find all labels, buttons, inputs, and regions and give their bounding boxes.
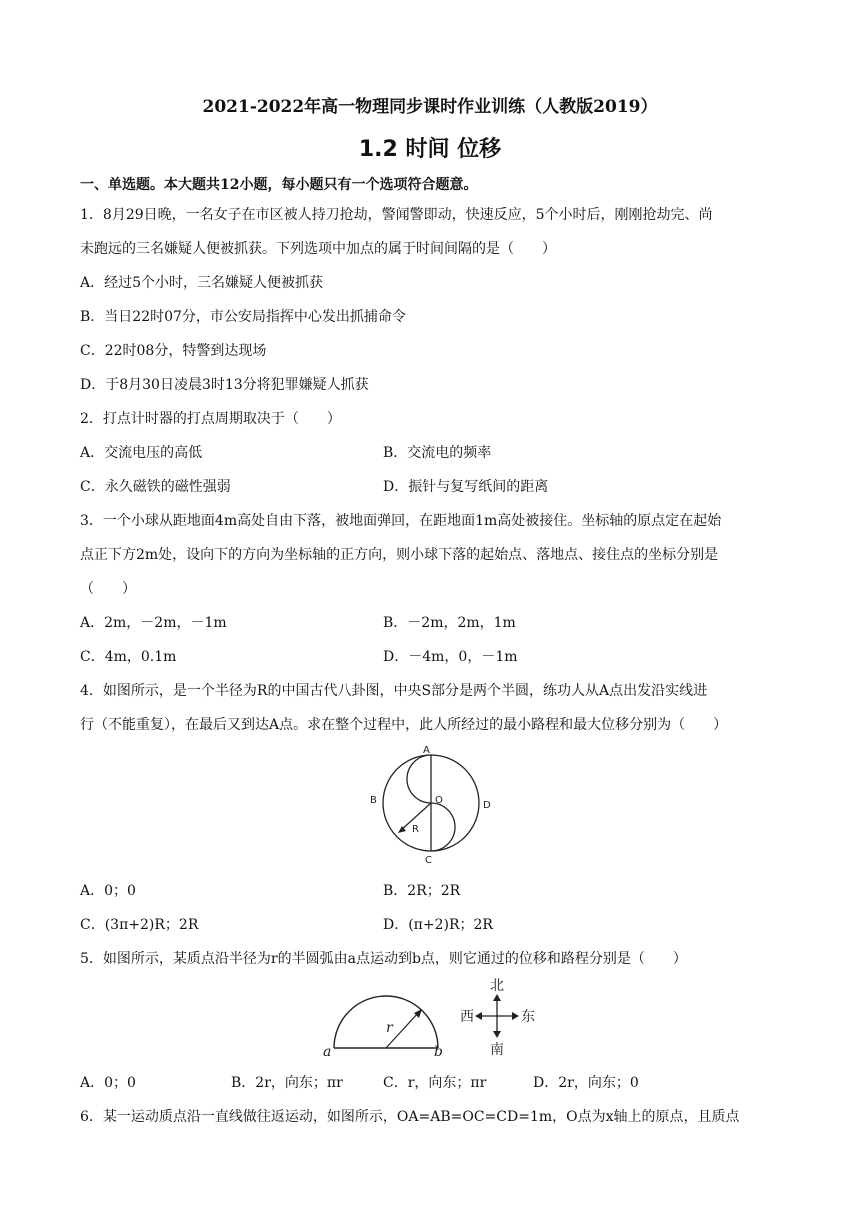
label-south: 南 (490, 1042, 504, 1058)
lesson-title: 1.2 时间 位移 (358, 137, 502, 162)
label-b: b (434, 1044, 443, 1060)
q5-option-c: C．r，向东；πr (383, 1075, 487, 1091)
arrow-east (512, 1012, 519, 1020)
q1-option-c: C．22时08分，特警到达现场 (80, 343, 267, 359)
label-r: r (386, 1020, 393, 1036)
q1-option-b: B．当日22时07分，市公安局指挥中心发出抓捕命令 (80, 309, 406, 325)
label-d: D (483, 800, 491, 811)
label-west: 西 (460, 1009, 474, 1025)
upper-semicircle (407, 755, 431, 803)
label-east: 东 (521, 1009, 535, 1025)
label-r: R (412, 824, 419, 835)
q4-option-b: B．2R；2R (383, 883, 461, 899)
compass-rose (475, 994, 519, 1038)
q2-option-c: C．永久磁铁的磁性强弱 (80, 479, 231, 495)
label-a: a (323, 1044, 332, 1060)
section-heading: 一、单选题。本大题共12小题，每小题只有一个选项符合题意。 (80, 177, 478, 193)
q3-option-b: B．－2m，2m，1m (383, 615, 516, 631)
label-north: 北 (490, 978, 504, 994)
q1-stem-line2: 未跑远的三名嫌疑人便被抓获。下列选项中加点的属于时间间隔的是（ ） (80, 241, 556, 257)
arrow-north (493, 994, 501, 1001)
q2-option-d: D．振针与复写纸间的距离 (383, 479, 549, 495)
q3-stem-line3: （ ） (80, 581, 136, 597)
q3-stem-line2: 点正下方2m处，设向下的方向为坐标轴的正方向，则小球下落的起始点、落地点、接住点的坐标分别是 (80, 547, 719, 563)
q2-option-b: B．交流电的频率 (383, 445, 492, 461)
q4-option-d: D．(π+2)R；2R (383, 917, 493, 933)
label-c: C (425, 855, 432, 866)
q4-option-a: A．0；0 (80, 883, 136, 899)
q3-stem-line1: 3．一个小球从距地面4m高处自由下落，被地面弹回，在距地面1m高处被接住。坐标轴的原点定在起始 (80, 513, 722, 529)
q5-option-b: B．2r，向东；πr (231, 1075, 343, 1091)
q4-stem-line2: 行（不能重复），在最后又到达A点。求在整个过程中，此人所经过的最小路程和最大位移分别为（ ） (80, 717, 728, 733)
q4-option-c: C．(3π+2)R；2R (80, 917, 199, 933)
q5-stem: 5．如图所示，某质点沿半径为r的半圆弧由a点运动到b点，则它通过的位移和路程分别是（ ） (80, 951, 687, 967)
lower-semicircle (431, 803, 455, 851)
q1-stem-line1: 1．8月29日晚，一名女子在市区被人持刀抢劫，警闻警即动，快速反应，5个小时后，刚刚抢劫完、尚 (80, 207, 713, 223)
q3-option-a: A．2m，－2m，－1m (80, 615, 227, 631)
q5-option-d: D．2r，向东；0 (533, 1075, 639, 1091)
q3-option-c: C．4m，0.1m (80, 649, 177, 665)
document-title: 2021-2022年高一物理同步课时作业训练（人教版2019） (202, 97, 658, 117)
label-b: B (370, 795, 377, 806)
q2-option-a: A．交流电压的高低 (80, 445, 203, 461)
q5-option-a: A．0；0 (80, 1075, 136, 1091)
q6-stem-line1: 6．某一运动质点沿一直线做往返运动，如图所示，OA=AB=OC=CD=1m，O点为x轴上的原点，且质点 (80, 1109, 740, 1125)
q1-option-d: D．于8月30日凌晨3时13分将犯罪嫌疑人抓获 (80, 377, 369, 393)
q3-option-d: D．－4m，0，－1m (383, 649, 518, 665)
q2-stem: 2．打点计时器的打点周期取决于（ ） (80, 411, 341, 427)
arrow-west (475, 1012, 482, 1020)
bagua-diagram (362, 742, 502, 866)
label-a: A (423, 745, 430, 756)
q1-option-a: A．经过5个小时，三名嫌疑人便被抓获 (80, 275, 324, 291)
label-o: O (435, 795, 443, 806)
arrow-south (493, 1031, 501, 1038)
semicircle-diagram (318, 972, 550, 1062)
q4-stem-line1: 4．如图所示，是一个半径为R的中国古代八卦图，中央S部分是两个半圆，练功人从A点出发沿实线进 (80, 683, 708, 699)
